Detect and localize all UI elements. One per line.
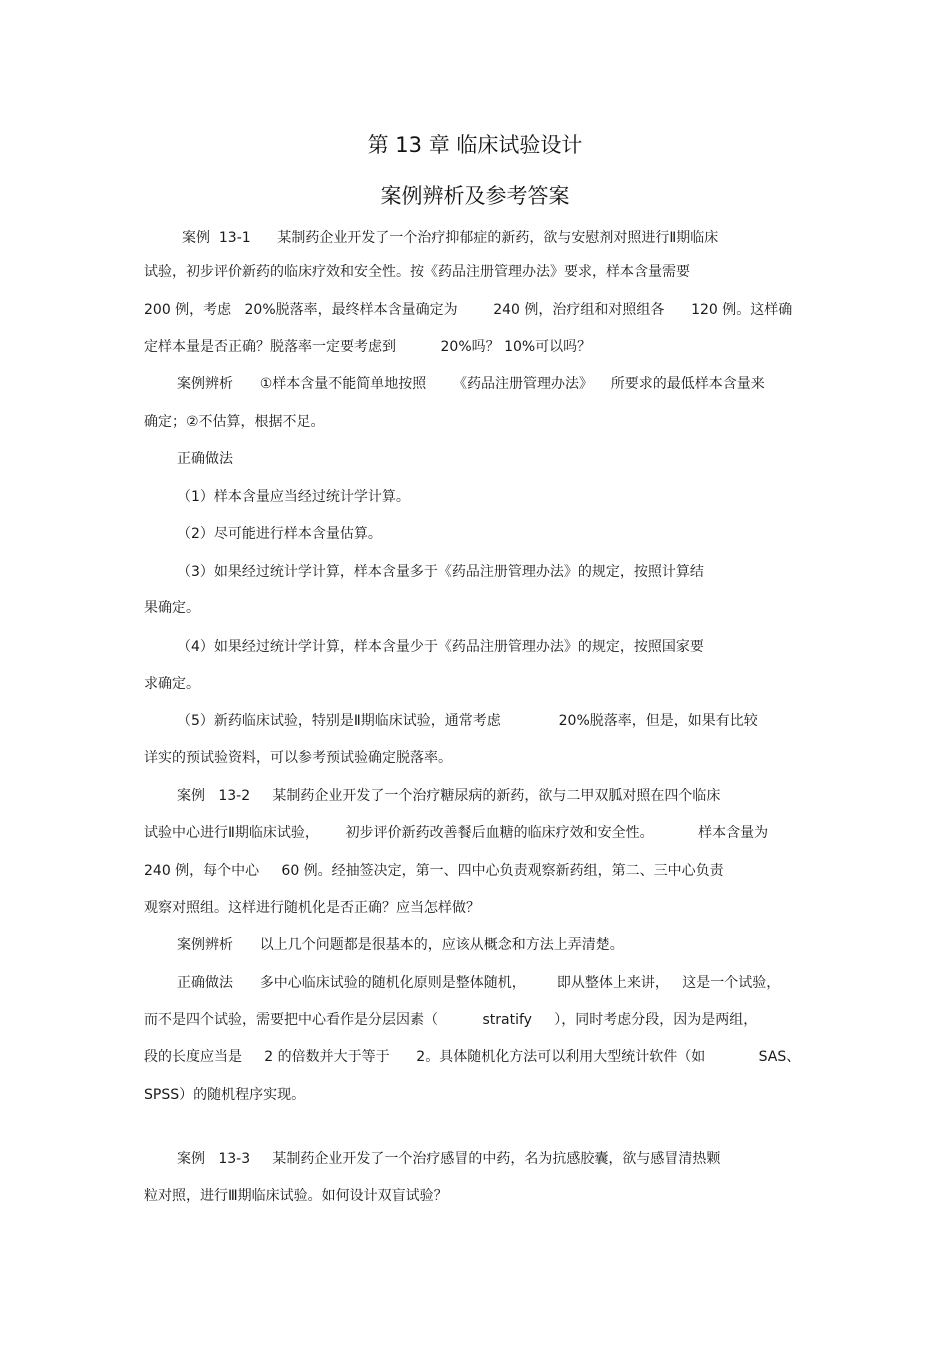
paragraph-line: 观察对照组。这样进行随机化是否正确？应当怎样做？ xyxy=(144,900,480,916)
paragraph-line: 案例 13-1 某制药企业开发了一个治疗抑郁症的新药，欲与安慰剂对照进行Ⅱ期临床 xyxy=(182,230,719,246)
section-subtitle: 案例辨析及参考答案 xyxy=(380,184,570,208)
paragraph-line: 详实的预试验资料，可以参考预试验确定脱落率。 xyxy=(144,750,452,766)
paragraph-line: 正确做法 多中心临床试验的随机化原则是整体随机， 即从整体上来讲， 这是一个试验， xyxy=(177,975,781,991)
paragraph-line: （2）尽可能进行样本含量估算。 xyxy=(177,526,382,542)
paragraph-line: 案例辨析 以上几个问题都是很基本的，应该从概念和方法上弄清楚。 xyxy=(177,937,624,953)
paragraph-line: 粒对照，进行Ⅲ期临床试验。如何设计双盲试验？ xyxy=(144,1188,448,1204)
paragraph-line: （4）如果经过统计学计算，样本含量少于《药品注册管理办法》的规定，按照国家要 xyxy=(177,639,704,655)
paragraph-line: 段的长度应当是 2 的倍数并大于等于 2。具体随机化方法可以利用大型统计软件（如 SAS、 xyxy=(144,1049,801,1065)
chapter-title: 第 13 章 临床试验设计 xyxy=(367,133,583,157)
paragraph-line: （1）样本含量应当经过统计学计算。 xyxy=(177,489,410,505)
paragraph-line: SPSS）的随机程序实现。 xyxy=(144,1087,306,1103)
paragraph-line: 果确定。 xyxy=(144,600,200,616)
paragraph-line: 试验中心进行Ⅱ期临床试验， 初步评价新药改善餐后血糖的临床疗效和安全性。 样本含量为 xyxy=(144,825,769,841)
paragraph-line: 而不是四个试验，需要把中心看作是分层因素（ stratify ），同时考虑分段，因为是两组， xyxy=(144,1012,758,1028)
paragraph-line: 200 例，考虑 20%脱落率，最终样本含量确定为 240 例，治疗组和对照组各 120 例。这样确 xyxy=(144,302,793,318)
paragraph-line: 定样本量是否正确？脱落率一定要考虑到 20%吗？ 10%可以吗？ xyxy=(144,339,592,355)
paragraph-line: 案例 13-3 某制药企业开发了一个治疗感冒的中药，名为抗感胶囊，欲与感冒清热颗 xyxy=(177,1151,721,1167)
paragraph-line: （3）如果经过统计学计算，样本含量多于《药品注册管理办法》的规定，按照计算结 xyxy=(177,564,704,580)
paragraph-line: （5）新药临床试验，特别是Ⅱ期临床试验，通常考虑 20%脱落率，但是，如果有比较 xyxy=(177,713,758,729)
paragraph-line: 试验，初步评价新药的临床疗效和安全性。按《药品注册管理办法》要求，样本含量需要 xyxy=(144,264,690,280)
paragraph-line: 求确定。 xyxy=(144,676,200,692)
paragraph-line: 确定；②不估算，根据不足。 xyxy=(144,414,325,430)
paragraph-line: 案例辨析 ①样本含量不能简单地按照 《药品注册管理办法》 所要求的最低样本含量来 xyxy=(177,376,765,392)
paragraph-line: 正确做法 xyxy=(177,451,233,467)
paragraph-line: 240 例，每个中心 60 例。经抽签决定，第一、四中心负责观察新药组，第二、三中心负责 xyxy=(144,863,724,879)
paragraph-line: 案例 13-2 某制药企业开发了一个治疗糖尿病的新药，欲与二甲双胍对照在四个临床 xyxy=(177,788,721,804)
